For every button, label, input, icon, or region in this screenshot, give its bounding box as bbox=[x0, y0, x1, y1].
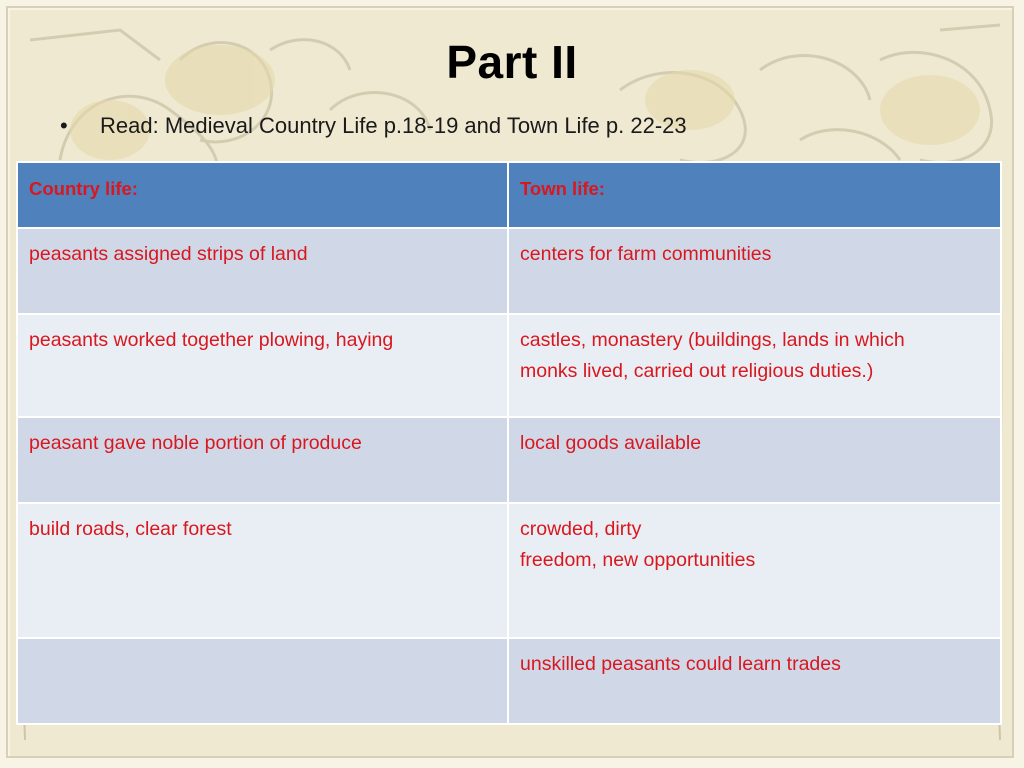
slide-title: Part II bbox=[446, 36, 578, 88]
cell-text: unskilled peasants could learn trades bbox=[520, 653, 841, 675]
country-town-comparison-table bbox=[16, 161, 1002, 725]
cell-text: freedom, new opportunities bbox=[520, 549, 756, 571]
cell-text: monks lived, carried out religious duties.) bbox=[520, 360, 874, 382]
cell-text: castles, monastery (buildings, lands in which bbox=[520, 329, 905, 351]
reading-assignment-text: Read: Medieval Country Life p.18-19 and Town Life p. 22-23 bbox=[100, 113, 687, 138]
cell-text: centers for farm communities bbox=[520, 243, 772, 265]
cell-text: local goods available bbox=[520, 432, 702, 454]
town-life-cell bbox=[508, 638, 1001, 724]
country-life-cell bbox=[17, 503, 508, 638]
cell-text: peasants worked together plowing, haying bbox=[29, 329, 394, 351]
cell-text: build roads, clear forest bbox=[29, 518, 232, 540]
cell-text: peasant gave noble portion of produce bbox=[29, 432, 362, 454]
header-country-life: Country life: bbox=[17, 162, 508, 228]
table-row bbox=[17, 228, 1001, 314]
town-life-cell bbox=[508, 417, 1001, 503]
cell-text: peasants assigned strips of land bbox=[29, 243, 308, 265]
country-life-cell bbox=[17, 638, 508, 724]
country-life-cell bbox=[17, 314, 508, 417]
town-life-cell bbox=[508, 314, 1001, 417]
table-row bbox=[17, 314, 1001, 417]
table-header-row bbox=[17, 162, 1001, 228]
header-town-life: Town life: bbox=[508, 162, 1001, 228]
bullet-icon: • bbox=[60, 113, 68, 138]
table-row bbox=[17, 503, 1001, 638]
cell-text: crowded, dirty bbox=[520, 518, 642, 540]
town-life-cell bbox=[508, 503, 1001, 638]
town-life-cell bbox=[508, 228, 1001, 314]
table-row bbox=[17, 417, 1001, 503]
country-life-cell bbox=[17, 417, 508, 503]
reading-assignment bbox=[60, 110, 687, 142]
table-row bbox=[17, 638, 1001, 724]
country-life-cell bbox=[17, 228, 508, 314]
